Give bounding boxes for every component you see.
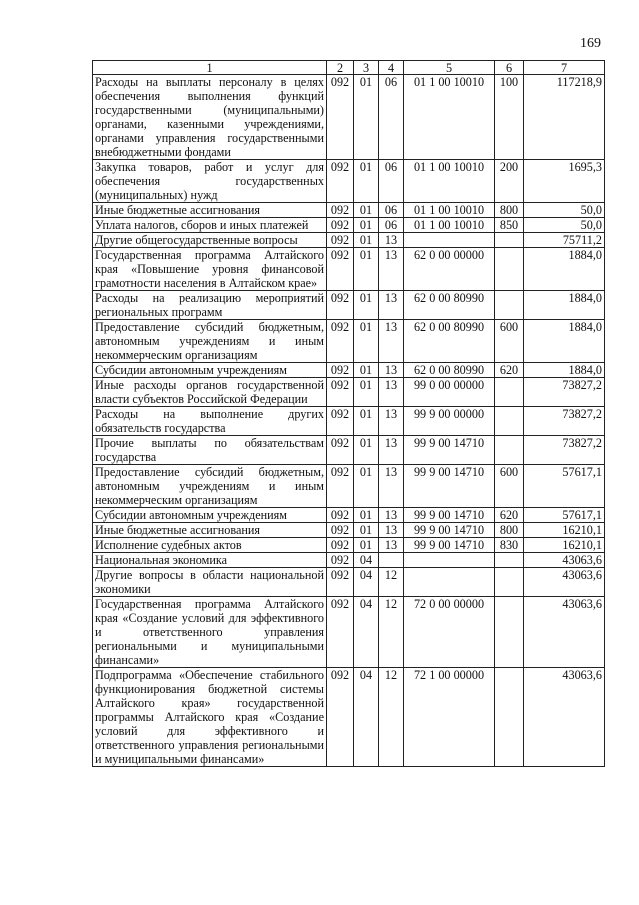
- row-name-cell: Подпрограмма «Обеспечение стабильного функционирования бюджетной системы Алтайского края» государственной программы Алтайского края «Создание условий для эффективного и ответственного управления региональными и муниципальными финансами»: [93, 668, 327, 767]
- table-row: [93, 407, 605, 436]
- header-cell-pr: 4: [379, 61, 404, 75]
- row-rz-cell: 01: [354, 363, 379, 378]
- row-csr-cell: 62 0 00 80990: [404, 291, 495, 320]
- row-rz-cell: 01: [354, 160, 379, 203]
- row-csr-cell: 99 0 00 00000: [404, 378, 495, 407]
- row-rz-cell: 04: [354, 568, 379, 597]
- row-rz-cell: 01: [354, 218, 379, 233]
- row-pr-cell: 06: [379, 203, 404, 218]
- row-vr-cell: 620: [495, 363, 524, 378]
- row-sum-cell: 1884,0: [524, 248, 605, 291]
- row-vr-cell: [495, 568, 524, 597]
- row-name-cell: Другие общегосударственные вопросы: [93, 233, 327, 248]
- table-row: [93, 523, 605, 538]
- row-grbs-cell: 092: [327, 465, 354, 508]
- row-rz-cell: 01: [354, 523, 379, 538]
- row-sum-cell: 43063,6: [524, 597, 605, 668]
- row-rz-cell: 04: [354, 553, 379, 568]
- row-csr-cell: 99 9 00 14710: [404, 508, 495, 523]
- row-grbs-cell: 092: [327, 363, 354, 378]
- row-csr-cell: 62 0 00 80990: [404, 363, 495, 378]
- header-cell-rz: 3: [354, 61, 379, 75]
- row-name-cell: Расходы на реализацию мероприятий региональных программ: [93, 291, 327, 320]
- table-row: [93, 597, 605, 668]
- row-pr-cell: 13: [379, 233, 404, 248]
- row-csr-cell: 99 9 00 14710: [404, 523, 495, 538]
- table-row: [93, 248, 605, 291]
- row-grbs-cell: 092: [327, 320, 354, 363]
- row-grbs-cell: 092: [327, 203, 354, 218]
- row-name-cell: Уплата налогов, сборов и иных платежей: [93, 218, 327, 233]
- row-pr-cell: [379, 553, 404, 568]
- row-name-cell: Субсидии автономным учреждениям: [93, 508, 327, 523]
- row-grbs-cell: 092: [327, 597, 354, 668]
- row-csr-cell: [404, 553, 495, 568]
- header-cell-csr: 5: [404, 61, 495, 75]
- row-name-cell: Национальная экономика: [93, 553, 327, 568]
- row-rz-cell: 01: [354, 291, 379, 320]
- row-grbs-cell: 092: [327, 568, 354, 597]
- row-pr-cell: 06: [379, 218, 404, 233]
- row-vr-cell: [495, 407, 524, 436]
- header-cell-sum: 7: [524, 61, 605, 75]
- row-pr-cell: 13: [379, 436, 404, 465]
- row-sum-cell: 1884,0: [524, 363, 605, 378]
- row-pr-cell: 13: [379, 363, 404, 378]
- row-sum-cell: 75711,2: [524, 233, 605, 248]
- row-name-cell: Расходы на выплаты персоналу в целях обеспечения выполнения функций государственными (муниципальными) органами, казенными учреждениями, органами управления государственными внебюджетными фондами: [93, 75, 327, 160]
- row-grbs-cell: 092: [327, 668, 354, 767]
- row-name-cell: Государственная программа Алтайского края «Создание условий для эффективного и ответственного управления региональными и муниципальными финансами»: [93, 597, 327, 668]
- table-row: [93, 538, 605, 553]
- row-pr-cell: 13: [379, 523, 404, 538]
- table-header: [93, 61, 605, 75]
- row-csr-cell: 72 0 00 00000: [404, 597, 495, 668]
- row-rz-cell: 01: [354, 320, 379, 363]
- row-pr-cell: 13: [379, 248, 404, 291]
- table-row: [93, 233, 605, 248]
- header-cell-grbs: 2: [327, 61, 354, 75]
- row-rz-cell: 01: [354, 233, 379, 248]
- row-csr-cell: 62 0 00 80990: [404, 320, 495, 363]
- row-name-cell: Субсидии автономным учреждениям: [93, 363, 327, 378]
- row-vr-cell: [495, 436, 524, 465]
- row-pr-cell: 06: [379, 75, 404, 160]
- row-pr-cell: 13: [379, 378, 404, 407]
- row-vr-cell: [495, 597, 524, 668]
- row-rz-cell: 01: [354, 407, 379, 436]
- row-name-cell: Иные расходы органов государственной власти субъектов Российской Федерации: [93, 378, 327, 407]
- row-grbs-cell: 092: [327, 218, 354, 233]
- row-sum-cell: 1695,3: [524, 160, 605, 203]
- table-row: [93, 291, 605, 320]
- row-pr-cell: 13: [379, 465, 404, 508]
- table-row: [93, 363, 605, 378]
- row-vr-cell: 830: [495, 538, 524, 553]
- row-rz-cell: 01: [354, 248, 379, 291]
- header-cell-name: 1: [93, 61, 327, 75]
- row-csr-cell: 01 1 00 10010: [404, 203, 495, 218]
- row-pr-cell: 13: [379, 508, 404, 523]
- row-rz-cell: 01: [354, 75, 379, 160]
- row-pr-cell: 06: [379, 160, 404, 203]
- row-csr-cell: 01 1 00 10010: [404, 218, 495, 233]
- row-csr-cell: 99 9 00 14710: [404, 465, 495, 508]
- row-vr-cell: 850: [495, 218, 524, 233]
- table-row: [93, 160, 605, 203]
- row-name-cell: Государственная программа Алтайского края «Повышение уровня финансовой грамотности населения в Алтайском крае»: [93, 248, 327, 291]
- row-csr-cell: 01 1 00 10010: [404, 75, 495, 160]
- row-name-cell: Прочие выплаты по обязательствам государства: [93, 436, 327, 465]
- row-pr-cell: 12: [379, 568, 404, 597]
- row-sum-cell: 50,0: [524, 218, 605, 233]
- row-pr-cell: 13: [379, 291, 404, 320]
- row-vr-cell: 600: [495, 320, 524, 363]
- header-row: [93, 61, 605, 75]
- row-rz-cell: 01: [354, 378, 379, 407]
- row-vr-cell: 100: [495, 75, 524, 160]
- row-sum-cell: 16210,1: [524, 523, 605, 538]
- row-rz-cell: 01: [354, 508, 379, 523]
- row-grbs-cell: 092: [327, 160, 354, 203]
- row-sum-cell: 57617,1: [524, 465, 605, 508]
- row-sum-cell: 50,0: [524, 203, 605, 218]
- row-rz-cell: 01: [354, 538, 379, 553]
- row-csr-cell: 99 9 00 00000: [404, 407, 495, 436]
- row-sum-cell: 57617,1: [524, 508, 605, 523]
- row-sum-cell: 1884,0: [524, 291, 605, 320]
- row-sum-cell: 16210,1: [524, 538, 605, 553]
- row-grbs-cell: 092: [327, 75, 354, 160]
- page-number: 169: [580, 36, 601, 51]
- row-vr-cell: 600: [495, 465, 524, 508]
- row-rz-cell: 01: [354, 203, 379, 218]
- table-row: [93, 75, 605, 160]
- budget-table: [92, 60, 605, 767]
- table-row: [93, 378, 605, 407]
- table-row: [93, 568, 605, 597]
- row-vr-cell: [495, 378, 524, 407]
- table-row: [93, 553, 605, 568]
- row-rz-cell: 01: [354, 465, 379, 508]
- row-pr-cell: 13: [379, 538, 404, 553]
- table-row: [93, 508, 605, 523]
- row-name-cell: Иные бюджетные ассигнования: [93, 523, 327, 538]
- table-row: [93, 465, 605, 508]
- row-vr-cell: 200: [495, 160, 524, 203]
- row-vr-cell: [495, 248, 524, 291]
- row-name-cell: Исполнение судебных актов: [93, 538, 327, 553]
- row-vr-cell: [495, 668, 524, 767]
- row-pr-cell: 12: [379, 668, 404, 767]
- row-grbs-cell: 092: [327, 248, 354, 291]
- row-vr-cell: [495, 291, 524, 320]
- row-csr-cell: 72 1 00 00000: [404, 668, 495, 767]
- row-pr-cell: 13: [379, 320, 404, 363]
- row-csr-cell: [404, 568, 495, 597]
- row-name-cell: Предоставление субсидий бюджетным, автономным учреждениям и иным некоммерческим организациям: [93, 320, 327, 363]
- row-csr-cell: 01 1 00 10010: [404, 160, 495, 203]
- row-grbs-cell: 092: [327, 538, 354, 553]
- row-vr-cell: 620: [495, 508, 524, 523]
- row-csr-cell: [404, 233, 495, 248]
- row-vr-cell: 800: [495, 523, 524, 538]
- row-name-cell: Предоставление субсидий бюджетным, автономным учреждениям и иным некоммерческим организациям: [93, 465, 327, 508]
- row-name-cell: Иные бюджетные ассигнования: [93, 203, 327, 218]
- row-name-cell: Другие вопросы в области национальной экономики: [93, 568, 327, 597]
- row-vr-cell: [495, 233, 524, 248]
- row-grbs-cell: 092: [327, 436, 354, 465]
- row-vr-cell: [495, 553, 524, 568]
- table-row: [93, 218, 605, 233]
- table-row: [93, 436, 605, 465]
- row-sum-cell: 43063,6: [524, 668, 605, 767]
- row-grbs-cell: 092: [327, 407, 354, 436]
- row-sum-cell: 73827,2: [524, 378, 605, 407]
- row-pr-cell: 13: [379, 407, 404, 436]
- table-row: [93, 668, 605, 767]
- row-grbs-cell: 092: [327, 523, 354, 538]
- row-grbs-cell: 092: [327, 378, 354, 407]
- row-csr-cell: 99 9 00 14710: [404, 436, 495, 465]
- table-row: [93, 203, 605, 218]
- row-sum-cell: 1884,0: [524, 320, 605, 363]
- row-grbs-cell: 092: [327, 291, 354, 320]
- row-sum-cell: 117218,9: [524, 75, 605, 160]
- row-grbs-cell: 092: [327, 508, 354, 523]
- row-rz-cell: 04: [354, 597, 379, 668]
- row-name-cell: Расходы на выполнение других обязательств государства: [93, 407, 327, 436]
- row-pr-cell: 12: [379, 597, 404, 668]
- row-sum-cell: 73827,2: [524, 407, 605, 436]
- row-grbs-cell: 092: [327, 233, 354, 248]
- row-sum-cell: 43063,6: [524, 568, 605, 597]
- row-rz-cell: 01: [354, 436, 379, 465]
- row-sum-cell: 43063,6: [524, 553, 605, 568]
- row-csr-cell: 62 0 00 00000: [404, 248, 495, 291]
- row-grbs-cell: 092: [327, 553, 354, 568]
- table-body: [93, 75, 605, 767]
- table-row: [93, 320, 605, 363]
- row-name-cell: Закупка товаров, работ и услуг для обеспечения государственных (муниципальных) нужд: [93, 160, 327, 203]
- row-sum-cell: 73827,2: [524, 436, 605, 465]
- row-rz-cell: 04: [354, 668, 379, 767]
- row-csr-cell: 99 9 00 14710: [404, 538, 495, 553]
- header-cell-vr: 6: [495, 61, 524, 75]
- row-vr-cell: 800: [495, 203, 524, 218]
